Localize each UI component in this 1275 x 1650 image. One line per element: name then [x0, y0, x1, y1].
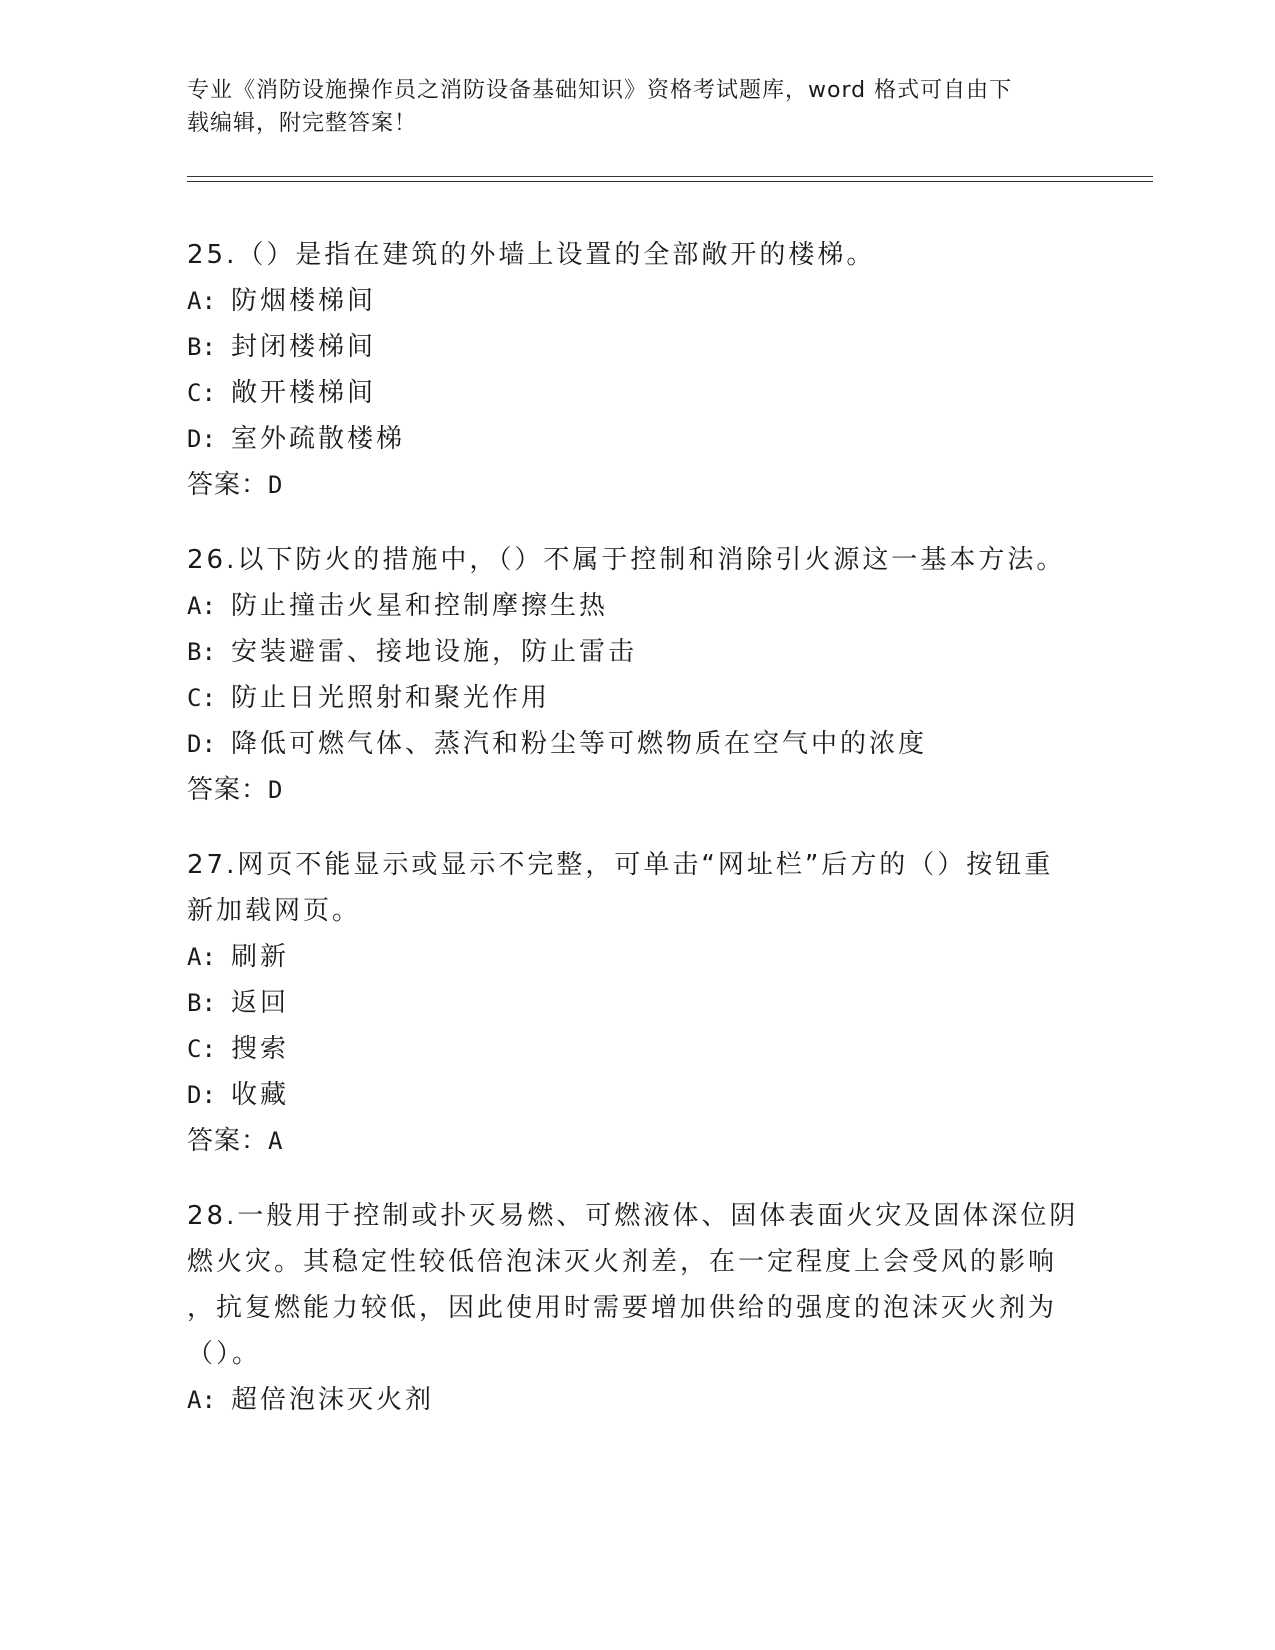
- option-key: A:: [187, 592, 216, 620]
- question-stem: [187, 1193, 1107, 1377]
- answer-option: [187, 1377, 1107, 1423]
- option-text: 防止撞击火星和控制摩擦生热: [231, 591, 609, 621]
- header-line-2: 载编辑，附完整答案！: [187, 111, 418, 136]
- answer-label: 答案：: [187, 1126, 269, 1156]
- option-key: B:: [187, 333, 216, 361]
- option-text: 敞开楼梯间: [231, 378, 377, 408]
- answer-option: [187, 1026, 1107, 1072]
- question-block: [187, 232, 1107, 508]
- answer-option: [187, 629, 1107, 675]
- option-text: 返回: [231, 988, 290, 1018]
- answer-value: D: [268, 776, 284, 804]
- option-text: 搜索: [231, 1034, 290, 1064]
- answer-label: 答案：: [187, 775, 269, 805]
- option-key: B:: [187, 989, 216, 1017]
- answer-option: [187, 324, 1107, 370]
- document-header: [187, 74, 1087, 140]
- question-stem-line: 燃火灾。其稳定性较低倍泡沫灭火剂差，在一定程度上会受风的影响: [187, 1247, 1058, 1277]
- option-key: A:: [187, 943, 216, 971]
- question-stem-line: 28.一般用于控制或扑灭易燃、可燃液体、固体表面火灾及固体深位阴: [187, 1201, 1079, 1231]
- option-key: C:: [187, 1035, 216, 1063]
- header-line-1: 专业《消防设施操作员之消防设备基础知识》资格考试题库，word 格式可自由下: [187, 78, 1013, 103]
- question-list: [187, 232, 1107, 1452]
- answer-option: [187, 1072, 1107, 1118]
- option-key: B:: [187, 638, 216, 666]
- answer-option: [187, 721, 1107, 767]
- question-stem: [187, 232, 1107, 278]
- answer-option: [187, 370, 1107, 416]
- answer-option: [187, 934, 1107, 980]
- header-divider-top: [187, 176, 1153, 177]
- question-stem: [187, 537, 1107, 583]
- answer-value: A: [268, 1127, 284, 1155]
- header-divider-bottom: [187, 181, 1153, 182]
- option-key: D:: [187, 1081, 216, 1109]
- answer-line: [187, 462, 1107, 508]
- question-stem-line: 新加载网页。: [187, 896, 362, 926]
- option-key: C:: [187, 684, 216, 712]
- answer-line: [187, 1118, 1107, 1164]
- question-stem-line: 26.以下防火的措施中，（）不属于控制和消除引火源这一基本方法。: [187, 545, 1066, 575]
- option-text: 封闭楼梯间: [231, 332, 377, 362]
- question-stem-line: （）。: [187, 1339, 262, 1369]
- option-text: 室外疏散楼梯: [231, 424, 406, 454]
- answer-option: [187, 980, 1107, 1026]
- option-text: 收藏: [231, 1080, 290, 1110]
- question-stem-line: ，抗复燃能力较低，因此使用时需要增加供给的强度的泡沫灭火剂为: [187, 1293, 1058, 1323]
- answer-option: [187, 416, 1107, 462]
- option-key: D:: [187, 730, 216, 758]
- option-text: 防止日光照射和聚光作用: [231, 683, 551, 713]
- answer-option: [187, 278, 1107, 324]
- option-key: D:: [187, 425, 216, 453]
- answer-line: [187, 767, 1107, 813]
- answer-label: 答案：: [187, 470, 269, 500]
- question-stem-line: 25.（）是指在建筑的外墙上设置的全部敞开的楼梯。: [187, 240, 876, 270]
- question-block: [187, 1193, 1107, 1423]
- option-text: 超倍泡沫灭火剂: [231, 1385, 435, 1415]
- answer-option: [187, 583, 1107, 629]
- option-text: 降低可燃气体、蒸汽和粉尘等可燃物质在空气中的浓度: [231, 729, 928, 759]
- question-stem-line: 27.网页不能显示或显示不完整，可单击“网址栏”后方的（）按钮重: [187, 850, 1054, 880]
- question-block: [187, 537, 1107, 813]
- option-key: A:: [187, 287, 216, 315]
- option-text: 防烟楼梯间: [231, 286, 377, 316]
- option-key: A:: [187, 1386, 216, 1414]
- question-block: [187, 842, 1107, 1164]
- option-text: 刷新: [231, 942, 290, 972]
- question-stem: [187, 842, 1107, 934]
- option-text: 安装避雷、接地设施，防止雷击: [231, 637, 638, 667]
- answer-option: [187, 675, 1107, 721]
- option-key: C:: [187, 379, 216, 407]
- answer-value: D: [268, 471, 284, 499]
